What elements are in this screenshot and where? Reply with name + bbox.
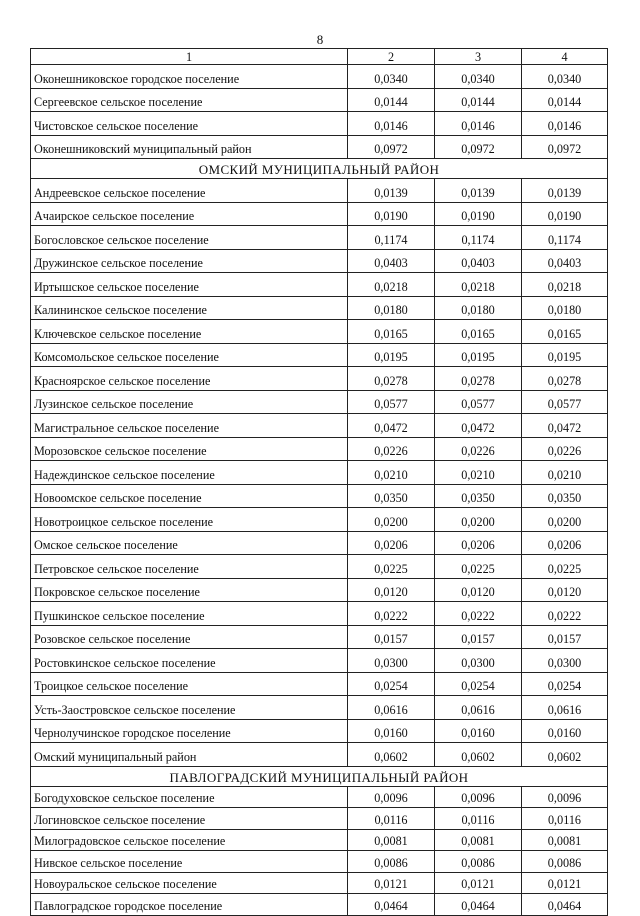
table-row bbox=[31, 808, 608, 830]
settlement-name-cell: Розовское сельское поселение bbox=[31, 625, 348, 649]
value-cell-col4: 0,0160 bbox=[522, 719, 608, 743]
coefficients-table bbox=[30, 48, 608, 916]
value-cell-col4: 0,0195 bbox=[522, 343, 608, 367]
value-cell-col4: 0,0200 bbox=[522, 508, 608, 532]
column-header-3: 3 bbox=[435, 49, 522, 65]
value-cell-col3: 0,0144 bbox=[435, 88, 522, 112]
settlement-name-cell: Сергеевское сельское поселение bbox=[31, 88, 348, 112]
table-row bbox=[31, 273, 608, 297]
value-cell-col2: 0,0300 bbox=[348, 649, 435, 673]
settlement-name-cell: Оконешниковское городское поселение bbox=[31, 65, 348, 89]
settlement-name-cell: Чернолучинское городское поселение bbox=[31, 719, 348, 743]
value-cell-col3: 0,0972 bbox=[435, 135, 522, 159]
value-cell-col4: 0,0403 bbox=[522, 249, 608, 273]
value-cell-col2: 0,0226 bbox=[348, 437, 435, 461]
settlement-name-cell: Новоуральское сельское поселение bbox=[31, 872, 348, 894]
value-cell-col2: 0,0254 bbox=[348, 672, 435, 696]
settlement-name-cell: Дружинское сельское поселение bbox=[31, 249, 348, 273]
table-row bbox=[31, 437, 608, 461]
value-cell-col3: 0,0464 bbox=[435, 894, 522, 916]
value-cell-col4: 0,0300 bbox=[522, 649, 608, 673]
settlement-name-cell: Новотроицкое сельское поселение bbox=[31, 508, 348, 532]
table-row bbox=[31, 484, 608, 508]
value-cell-col2: 0,0225 bbox=[348, 555, 435, 579]
value-cell-col4: 0,0464 bbox=[522, 894, 608, 916]
value-cell-col2: 0,0200 bbox=[348, 508, 435, 532]
value-cell-col4: 0,0602 bbox=[522, 743, 608, 767]
value-cell-col3: 0,0403 bbox=[435, 249, 522, 273]
settlement-name-cell: Омский муниципальный район bbox=[31, 743, 348, 767]
settlement-name-cell: Новоомское сельское поселение bbox=[31, 484, 348, 508]
value-cell-col3: 0,0096 bbox=[435, 786, 522, 808]
value-cell-col4: 0,0086 bbox=[522, 851, 608, 873]
settlement-name-cell: Лузинское сельское поселение bbox=[31, 390, 348, 414]
value-cell-col3: 0,0577 bbox=[435, 390, 522, 414]
value-cell-col3: 0,0472 bbox=[435, 414, 522, 438]
page-number: 8 bbox=[316, 32, 324, 47]
value-cell-col3: 0,0616 bbox=[435, 696, 522, 720]
value-cell-col2: 0,0086 bbox=[348, 851, 435, 873]
value-cell-col4: 0,0206 bbox=[522, 531, 608, 555]
table-row bbox=[31, 296, 608, 320]
value-cell-col2: 0,0222 bbox=[348, 602, 435, 626]
settlement-name-cell: Андреевское сельское поселение bbox=[31, 179, 348, 203]
table-row bbox=[31, 829, 608, 851]
table-row bbox=[31, 531, 608, 555]
table-row bbox=[31, 367, 608, 391]
value-cell-col2: 0,0577 bbox=[348, 390, 435, 414]
value-cell-col2: 0,0278 bbox=[348, 367, 435, 391]
value-cell-col2: 0,0160 bbox=[348, 719, 435, 743]
value-cell-col4: 0,0340 bbox=[522, 65, 608, 89]
settlement-name-cell: Павлоградское городское поселение bbox=[31, 894, 348, 916]
value-cell-col4: 0,0081 bbox=[522, 829, 608, 851]
value-cell-col4: 0,0278 bbox=[522, 367, 608, 391]
value-cell-col2: 0,0206 bbox=[348, 531, 435, 555]
settlement-name-cell: Ключевское сельское поселение bbox=[31, 320, 348, 344]
value-cell-col3: 0,0200 bbox=[435, 508, 522, 532]
table-row bbox=[31, 872, 608, 894]
value-cell-col2: 0,0403 bbox=[348, 249, 435, 273]
value-cell-col4: 0,0616 bbox=[522, 696, 608, 720]
column-header-1: 1 bbox=[31, 49, 348, 65]
value-cell-col3: 0,1174 bbox=[435, 226, 522, 250]
value-cell-col4: 0,0180 bbox=[522, 296, 608, 320]
value-cell-col2: 0,0602 bbox=[348, 743, 435, 767]
value-cell-col3: 0,0195 bbox=[435, 343, 522, 367]
settlement-name-cell: Троицкое сельское поселение bbox=[31, 672, 348, 696]
value-cell-col3: 0,0210 bbox=[435, 461, 522, 485]
table-row bbox=[31, 88, 608, 112]
settlement-name-cell: Богодуховское сельское поселение bbox=[31, 786, 348, 808]
value-cell-col2: 0,0350 bbox=[348, 484, 435, 508]
value-cell-col3: 0,0206 bbox=[435, 531, 522, 555]
value-cell-col3: 0,0190 bbox=[435, 202, 522, 226]
value-cell-col3: 0,0086 bbox=[435, 851, 522, 873]
table-row bbox=[31, 625, 608, 649]
settlement-name-cell: Красноярское сельское поселение bbox=[31, 367, 348, 391]
value-cell-col3: 0,0222 bbox=[435, 602, 522, 626]
value-cell-col4: 0,0165 bbox=[522, 320, 608, 344]
settlement-name-cell: Комсомольское сельское поселение bbox=[31, 343, 348, 367]
settlement-name-cell: Нивское сельское поселение bbox=[31, 851, 348, 873]
settlement-name-cell: Логиновское сельское поселение bbox=[31, 808, 348, 830]
value-cell-col3: 0,0602 bbox=[435, 743, 522, 767]
value-cell-col4: 0,0210 bbox=[522, 461, 608, 485]
settlement-name-cell: Калининское сельское поселение bbox=[31, 296, 348, 320]
value-cell-col4: 0,0226 bbox=[522, 437, 608, 461]
value-cell-col2: 0,0340 bbox=[348, 65, 435, 89]
value-cell-col2: 0,0190 bbox=[348, 202, 435, 226]
value-cell-col3: 0,0081 bbox=[435, 829, 522, 851]
value-cell-col4: 0,0120 bbox=[522, 578, 608, 602]
table-row bbox=[31, 320, 608, 344]
value-cell-col2: 0,0144 bbox=[348, 88, 435, 112]
section-row-pavlograd bbox=[31, 766, 608, 786]
value-cell-col2: 0,0616 bbox=[348, 696, 435, 720]
value-cell-col4: 0,0121 bbox=[522, 872, 608, 894]
section-row-omsk bbox=[31, 159, 608, 179]
table-row bbox=[31, 786, 608, 808]
table-row bbox=[31, 390, 608, 414]
value-cell-col3: 0,0226 bbox=[435, 437, 522, 461]
value-cell-col4: 0,0350 bbox=[522, 484, 608, 508]
table-row bbox=[31, 672, 608, 696]
value-cell-col4: 0,0577 bbox=[522, 390, 608, 414]
value-cell-col3: 0,0180 bbox=[435, 296, 522, 320]
value-cell-col2: 0,0096 bbox=[348, 786, 435, 808]
value-cell-col3: 0,0165 bbox=[435, 320, 522, 344]
table-row bbox=[31, 555, 608, 579]
table-row bbox=[31, 249, 608, 273]
table-row bbox=[31, 202, 608, 226]
value-cell-col2: 0,0210 bbox=[348, 461, 435, 485]
table-row bbox=[31, 894, 608, 916]
settlement-name-cell: Морозовское сельское поселение bbox=[31, 437, 348, 461]
value-cell-col4: 0,0218 bbox=[522, 273, 608, 297]
table-row bbox=[31, 719, 608, 743]
value-cell-col2: 0,0139 bbox=[348, 179, 435, 203]
settlement-name-cell: Петровское сельское поселение bbox=[31, 555, 348, 579]
value-cell-col2: 0,0180 bbox=[348, 296, 435, 320]
table-row bbox=[31, 461, 608, 485]
value-cell-col2: 0,0146 bbox=[348, 112, 435, 136]
column-number-row bbox=[31, 49, 608, 65]
table-row bbox=[31, 578, 608, 602]
value-cell-col3: 0,0146 bbox=[435, 112, 522, 136]
value-cell-col4: 0,0139 bbox=[522, 179, 608, 203]
column-header-4: 4 bbox=[522, 49, 608, 65]
value-cell-col3: 0,0120 bbox=[435, 578, 522, 602]
value-cell-col3: 0,0254 bbox=[435, 672, 522, 696]
value-cell-col4: 0,0222 bbox=[522, 602, 608, 626]
value-cell-col4: 0,0972 bbox=[522, 135, 608, 159]
value-cell-col3: 0,0121 bbox=[435, 872, 522, 894]
table-row bbox=[31, 112, 608, 136]
settlement-name-cell: Богословское сельское поселение bbox=[31, 226, 348, 250]
value-cell-col2: 0,1174 bbox=[348, 226, 435, 250]
settlement-name-cell: Оконешниковский муниципальный район bbox=[31, 135, 348, 159]
value-cell-col2: 0,0116 bbox=[348, 808, 435, 830]
table-row bbox=[31, 743, 608, 767]
settlement-name-cell: Магистральное сельское поселение bbox=[31, 414, 348, 438]
settlement-name-cell: Ачаирское сельское поселение bbox=[31, 202, 348, 226]
value-cell-col4: 0,1174 bbox=[522, 226, 608, 250]
value-cell-col3: 0,0160 bbox=[435, 719, 522, 743]
value-cell-col4: 0,0254 bbox=[522, 672, 608, 696]
value-cell-col2: 0,0120 bbox=[348, 578, 435, 602]
value-cell-col2: 0,0464 bbox=[348, 894, 435, 916]
table-row bbox=[31, 414, 608, 438]
settlement-name-cell: Ростовкинское сельское поселение bbox=[31, 649, 348, 673]
value-cell-col3: 0,0300 bbox=[435, 649, 522, 673]
table-row bbox=[31, 65, 608, 89]
value-cell-col4: 0,0157 bbox=[522, 625, 608, 649]
value-cell-col3: 0,0139 bbox=[435, 179, 522, 203]
value-cell-col2: 0,0165 bbox=[348, 320, 435, 344]
table-row bbox=[31, 226, 608, 250]
value-cell-col3: 0,0350 bbox=[435, 484, 522, 508]
value-cell-col3: 0,0278 bbox=[435, 367, 522, 391]
value-cell-col4: 0,0144 bbox=[522, 88, 608, 112]
value-cell-col4: 0,0190 bbox=[522, 202, 608, 226]
value-cell-col3: 0,0340 bbox=[435, 65, 522, 89]
settlement-name-cell: Усть-Заостровское сельское поселение bbox=[31, 696, 348, 720]
table-row bbox=[31, 602, 608, 626]
value-cell-col3: 0,0116 bbox=[435, 808, 522, 830]
table-row bbox=[31, 508, 608, 532]
value-cell-col2: 0,0157 bbox=[348, 625, 435, 649]
table-row bbox=[31, 179, 608, 203]
value-cell-col4: 0,0472 bbox=[522, 414, 608, 438]
value-cell-col2: 0,0472 bbox=[348, 414, 435, 438]
value-cell-col2: 0,0195 bbox=[348, 343, 435, 367]
table-body bbox=[31, 49, 608, 916]
value-cell-col4: 0,0146 bbox=[522, 112, 608, 136]
settlement-name-cell: Надеждинское сельское поселение bbox=[31, 461, 348, 485]
table-row bbox=[31, 135, 608, 159]
table-row bbox=[31, 696, 608, 720]
settlement-name-cell: Чистовское сельское поселение bbox=[31, 112, 348, 136]
section-heading: ОМСКИЙ МУНИЦИПАЛЬНЫЙ РАЙОН bbox=[31, 159, 608, 179]
column-header-2: 2 bbox=[348, 49, 435, 65]
value-cell-col2: 0,0121 bbox=[348, 872, 435, 894]
value-cell-col3: 0,0157 bbox=[435, 625, 522, 649]
settlement-name-cell: Иртышское сельское поселение bbox=[31, 273, 348, 297]
settlement-name-cell: Милоградовское сельское поселение bbox=[31, 829, 348, 851]
value-cell-col2: 0,0218 bbox=[348, 273, 435, 297]
section-heading: ПАВЛОГРАДСКИЙ МУНИЦИПАЛЬНЫЙ РАЙОН bbox=[31, 766, 608, 786]
value-cell-col2: 0,0972 bbox=[348, 135, 435, 159]
settlement-name-cell: Покровское сельское поселение bbox=[31, 578, 348, 602]
value-cell-col4: 0,0116 bbox=[522, 808, 608, 830]
settlement-name-cell: Пушкинское сельское поселение bbox=[31, 602, 348, 626]
table-row bbox=[31, 649, 608, 673]
settlement-name-cell: Омское сельское поселение bbox=[31, 531, 348, 555]
value-cell-col4: 0,0096 bbox=[522, 786, 608, 808]
table-row bbox=[31, 851, 608, 873]
value-cell-col3: 0,0225 bbox=[435, 555, 522, 579]
value-cell-col3: 0,0218 bbox=[435, 273, 522, 297]
value-cell-col2: 0,0081 bbox=[348, 829, 435, 851]
value-cell-col4: 0,0225 bbox=[522, 555, 608, 579]
table-row bbox=[31, 343, 608, 367]
